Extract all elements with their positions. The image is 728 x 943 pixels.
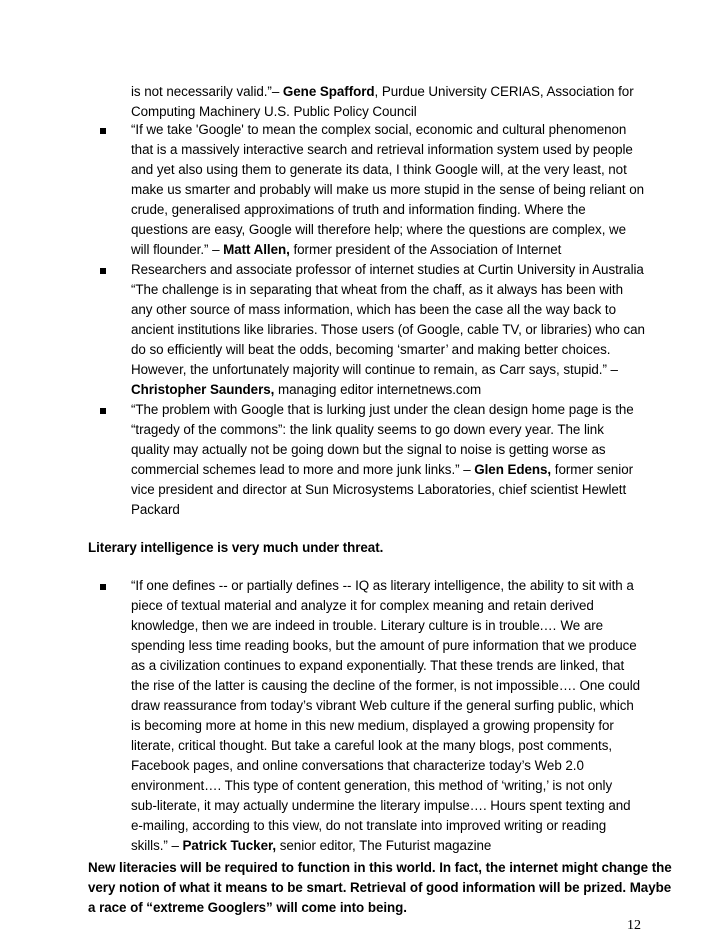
text-line xyxy=(131,380,481,400)
text-line: spending less time reading books, but the amount of pure information that we produce xyxy=(131,638,637,653)
attribution-title: former president of the Association of Internet xyxy=(289,242,562,257)
text-line: “The challenge is in separating that wheat from the chaff, as it always has been with xyxy=(131,282,623,297)
text-line: vice president and director at Sun Microsystems Laboratories, chief scientist Hewlett xyxy=(131,482,627,497)
attribution-title: senior editor, The Futurist magazine xyxy=(276,838,492,853)
bullet-icon xyxy=(100,128,106,134)
text-line: Researchers and associate professor of internet studies at Curtin University in Australia xyxy=(131,262,644,277)
text-line: Packard xyxy=(131,502,180,517)
attribution-name: Matt Allen, xyxy=(223,242,290,257)
quote-text: is not necessarily valid.”– xyxy=(131,84,283,99)
closing-paragraph-line: very notion of what it means to be smart. Retrieval of good information will be prized. Maybe xyxy=(88,880,672,895)
quote-text: commercial schemes lead to more and more junk links.” – xyxy=(131,462,475,477)
text-line xyxy=(131,240,561,260)
bullet-icon xyxy=(100,268,106,274)
text-line: environment…. This type of content generation, this method of ‘writing,’ is not only xyxy=(131,778,613,793)
bullet-icon xyxy=(100,408,106,414)
attribution-name: Christopher Saunders, xyxy=(131,382,275,397)
text-line: “The problem with Google that is lurking just under the clean design home page is the xyxy=(131,402,634,417)
quote-text: will flounder.” – xyxy=(131,242,224,257)
text-line: “tragedy of the commons”: the link quality seems to go down every year. The link xyxy=(131,422,604,437)
text-line: piece of textual material and analyze it for complex meaning and retain derived xyxy=(131,598,594,613)
attribution-name: Glen Edens, xyxy=(474,462,552,477)
text-line: draw reassurance from today’s vibrant Web culture if the general surfing public, which xyxy=(131,698,634,713)
attribution-name: Gene Spafford xyxy=(282,84,375,99)
text-line: do so efficiently will beat the odds, becoming ‘smarter’ and making better choices. xyxy=(131,342,611,357)
text-line xyxy=(131,82,634,102)
text-line xyxy=(131,460,633,480)
text-line: “If one defines -- or partially defines -- IQ as literary intelligence, the ability to sit with a xyxy=(131,578,634,593)
text-line: make us smarter and probably will make us more stupid in the sense of being reliant on xyxy=(131,182,644,197)
page-number: 12 xyxy=(627,918,641,933)
quote-text: skills.” – xyxy=(131,838,183,853)
text-line: ancient institutions like libraries. Those users (of Google, cable TV, or libraries) who can xyxy=(131,322,645,337)
text-line: is becoming more at home in this new medium, displayed a growing propensity for xyxy=(131,718,614,733)
text-line: quality may actually not be going down but the signal to noise is getting worse as xyxy=(131,442,606,457)
text-line: Facebook pages, and online conversations that characterize today’s Web 2.0 xyxy=(131,758,584,773)
text-line: crude, generalised approximations of truth and information finding. Where the xyxy=(131,202,586,217)
closing-paragraph-line: New literacies will be required to function in this world. In fact, the internet might change the xyxy=(88,860,672,875)
text-line: literate, critical thought. But take a careful look at the many blogs, post comments, xyxy=(131,738,613,753)
closing-paragraph-line: a race of “extreme Googlers” will come into being. xyxy=(88,900,407,915)
text-line: that is a massively interactive search and retrieval information system used by people xyxy=(131,142,633,157)
attribution-title: managing editor internetnews.com xyxy=(274,382,482,397)
text-line: “If we take 'Google' to mean the complex social, economic and cultural phenomenon xyxy=(131,122,627,137)
text-line: e-mailing, according to this view, do not translate into improved writing or reading xyxy=(131,818,607,833)
text-line: as a civilization continues to expand exponentially. That these trends are linked, that xyxy=(131,658,625,673)
text-line: questions are easy, Google will therefore help; where the questions are complex, we xyxy=(131,222,627,237)
text-line: sub-literate, it may actually undermine the literary impulse…. Hours spent texting and xyxy=(131,798,631,813)
text-line xyxy=(131,836,491,856)
attribution-title: former senior xyxy=(551,462,634,477)
text-line: any other source of mass information, which has been the case all the way back to xyxy=(131,302,616,317)
text-line: knowledge, then we are indeed in trouble. Literary culture is in trouble.… We are xyxy=(131,618,604,633)
attribution-name: Patrick Tucker, xyxy=(182,838,277,853)
attribution-title: , Purdue University CERIAS, Association for xyxy=(374,84,634,99)
text-line: Computing Machinery U.S. Public Policy Council xyxy=(131,104,417,119)
text-line: the rise of the latter is causing the decline of the former, is not impossible…. One could xyxy=(131,678,641,693)
bullet-icon xyxy=(100,584,106,590)
section-heading: Literary intelligence is very much under threat. xyxy=(88,540,384,555)
text-line: However, the unfortunately majority will continue to remain, as Carr says, stupid.” – xyxy=(131,362,618,377)
text-line: and yet also using them to generate its data, I think Google will, at the very least, not xyxy=(131,162,627,177)
